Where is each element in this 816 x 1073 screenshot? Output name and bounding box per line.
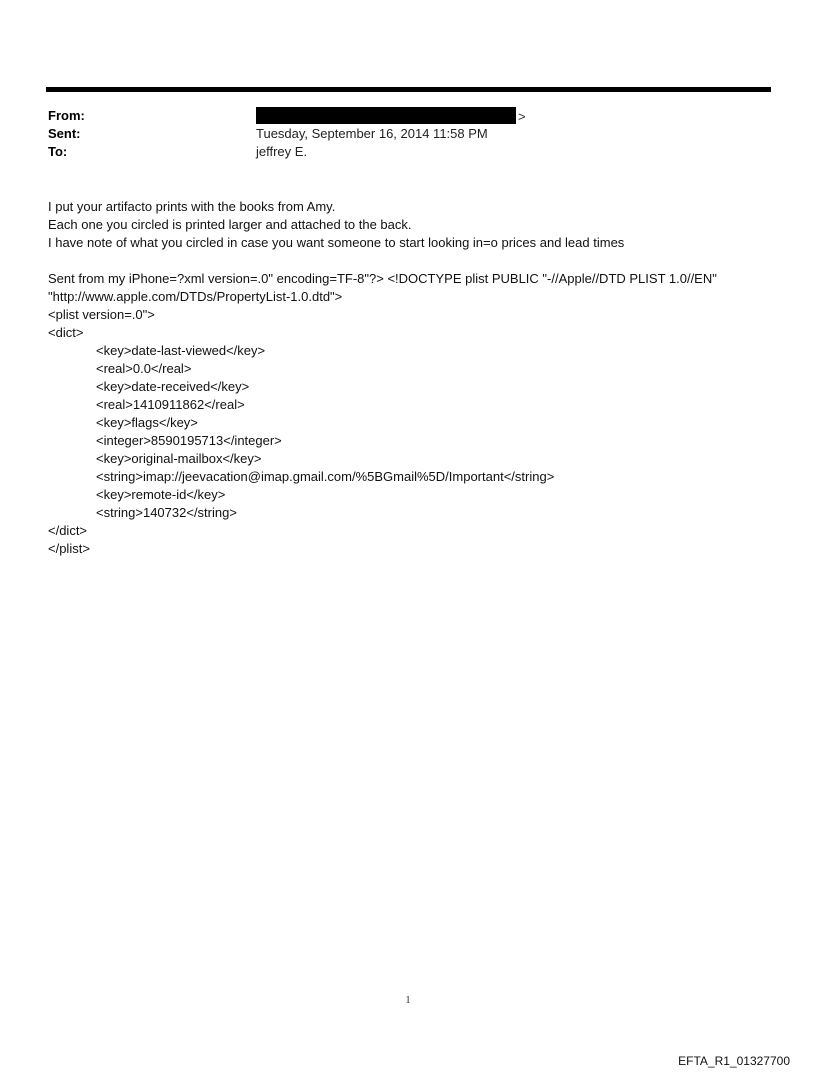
bates-number: EFTA_R1_01327700 [678, 1054, 790, 1068]
dict-entry: <string>imap://jeevacation@imap.gmail.com/%5BGmail%5D/Important</string> [96, 469, 555, 484]
body-line: I have note of what you circled in case you want someone to start looking in=o prices and lead times [48, 235, 625, 250]
from-row [48, 107, 748, 125]
dict-entry: <key>flags</key> [96, 415, 198, 430]
sent-row [48, 125, 748, 143]
to-label: To: [48, 144, 68, 159]
plist-intro-line: Sent from my iPhone=?xml version=.0" encoding=TF-8"?> <!DOCTYPE plist PUBLIC "-//Apple//DTD PLIST 1.0//EN" [48, 271, 717, 286]
plist-open: <plist version=.0"> [48, 307, 155, 322]
email-body [48, 198, 768, 558]
plist-intro-line: "http://www.apple.com/DTDs/PropertyList-1.0.dtd"> [48, 289, 343, 304]
dict-entry: <key>date-last-viewed</key> [96, 343, 266, 358]
email-header [48, 107, 748, 161]
from-label: From: [48, 108, 85, 123]
dict-entry: <key>original-mailbox</key> [96, 451, 262, 466]
to-row [48, 143, 748, 161]
dict-entry: <real>1410911862</real> [96, 397, 245, 412]
plist-close: </plist> [48, 541, 90, 556]
to-value: jeffrey E. [256, 144, 308, 159]
body-line: I put your artifacto prints with the books from Amy. [48, 199, 336, 214]
page-number: 1 [405, 995, 411, 1006]
paragraph-gap [48, 252, 768, 270]
dict-open: <dict> [48, 325, 84, 340]
sent-label: Sent: [48, 126, 81, 141]
dict-entry: <real>0.0</real> [96, 361, 192, 376]
dict-entry: <integer>8590195713</integer> [96, 433, 282, 448]
header-rule [46, 87, 771, 92]
from-value-tail: > [518, 109, 526, 124]
sent-value: Tuesday, September 16, 2014 11:58 PM [256, 126, 488, 141]
redaction-bar [256, 107, 516, 124]
dict-entry: <key>remote-id</key> [96, 487, 226, 502]
dict-close: </dict> [48, 523, 88, 538]
body-line: Each one you circled is printed larger and attached to the back. [48, 217, 412, 232]
dict-entry: <string>140732</string> [96, 505, 237, 520]
dict-entry: <key>date-received</key> [96, 379, 250, 394]
